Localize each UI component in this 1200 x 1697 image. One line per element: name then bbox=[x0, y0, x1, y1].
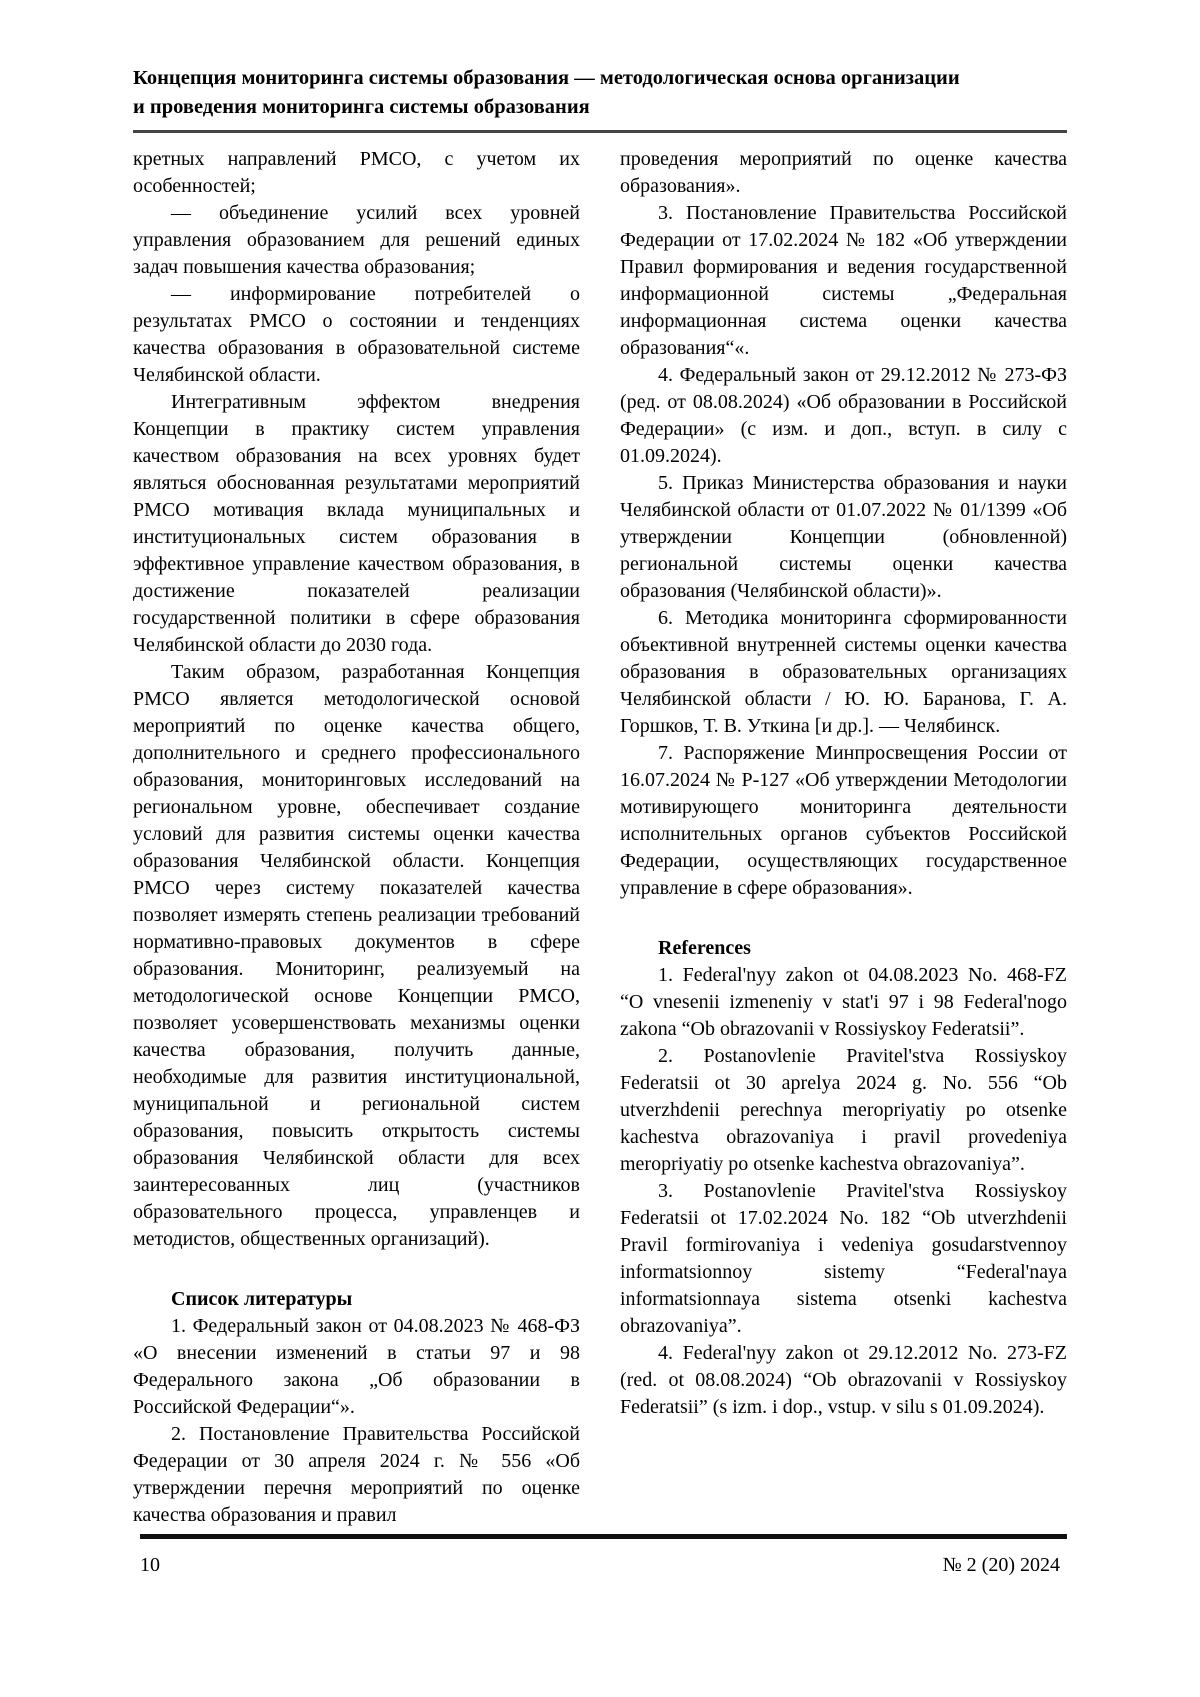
reference-item: 2. Postanovlenie Pravitel'stva Rossiyskoy Federatsii ot 30 aprelya 2024 g. No. 556 “Ob utverzhdenii perechnya meropriyatiy po otsenke kachestva obrazovaniya i pravil provedeniya meropriyatiy po otsenke kachestva obrazovaniya”. bbox=[620, 1045, 1067, 1175]
section-heading: Список литературы bbox=[171, 1288, 353, 1310]
running-head-line-2: и проведения мониторинга системы образования bbox=[133, 96, 590, 118]
right-column bbox=[620, 146, 1067, 1530]
running-head-line-1: Концепция мониторинга системы образования — методологическая основа организации bbox=[133, 67, 960, 89]
reference-item: 4. Федеральный закон от 29.12.2012 № 273-ФЗ (ред. от 08.08.2024) «Об образовании в Российской Федерации» (с изм. и доп., вступ. в силу с 01.09.2024). bbox=[620, 364, 1067, 467]
paragraph: кретных направлений РМСО, с учетом их особенностей; bbox=[133, 148, 580, 197]
section-heading: References bbox=[658, 937, 751, 959]
article-body bbox=[133, 146, 1067, 1530]
reference-item: 2. Постановление Правительства Российской Федерации от 30 апреля 2024 г. № 556 «Об утверждении перечня мероприятий по оценке качества образования и правил bbox=[133, 1423, 580, 1526]
paragraph: Таким образом, разработанная Концепция РМСО является методологической основой мероприятий по оценке качества общего, дополнительного и среднего профессионального образования, мониторинговых исследований на региональном уровне, обеспечивает создание условий для развития системы оценки качества образования Челябинской области. Концепция РМСО через систему показателей качества позволяет измерять степень реализации требований нормативно-правовых документов в сфере образования. Мониторинг, реализуемый на методологической основе Концепции РМСО, позволяет усовершенствовать механизмы оценки качества образования, получить данные, необходимые для развития институциональной, муниципальной и региональной систем образования, повысить открытость системы образования Челябинской области для всех заинтересованных лиц (участников образовательного процесса, управленцев и методистов, общественных организаций). bbox=[133, 661, 580, 1250]
footer-rule bbox=[140, 1534, 1067, 1539]
reference-item: 4. Federal'nyy zakon ot 29.12.2012 No. 273-FZ (red. ot 08.08.2024) “Ob obrazovanii v Rossiyskoy Federatsii” (s izm. i dop., vstup. v silu s 01.09.2024). bbox=[620, 1342, 1067, 1418]
header-rule bbox=[133, 130, 1067, 133]
paragraph: Интегративным эффектом внедрения Концепции в практику систем управления качеством образования на всех уровнях будет являться обоснованная результатами мероприятий РМСО мотивация вклада муниципальных и институциональных систем образования в эффективное управление качеством образования, в достижение показателей реализации государственной политики в сфере образования Челябинской области до 2030 года. bbox=[133, 391, 580, 656]
page-footer bbox=[140, 1552, 1060, 1579]
page-number: 10 bbox=[140, 1554, 160, 1576]
bullet-paragraph: — объединение усилий всех уровней управления образованием для решений единых задач повышения качества образования; bbox=[133, 202, 580, 278]
reference-item: 7. Распоряжение Минпросвещения России от 16.07.2024 № Р-127 «Об утверждении Методологии мотивирующего мониторинга деятельности исполнительных органов субъектов Российской Федерации, осуществляющих государственное управление в сфере образования». bbox=[620, 742, 1067, 899]
bullet-paragraph: — информирование потребителей о результатах РМСО о состоянии и тенденциях качества образования в образовательной системе Челябинской области. bbox=[133, 283, 580, 386]
reference-item: 1. Federal'nyy zakon ot 04.08.2023 No. 468-FZ “O vnesenii izmeneniy v stat'i 97 i 98 Federal'nogo zakona “Ob obrazovanii v Rossiyskoy Federatsii”. bbox=[620, 964, 1067, 1040]
issue-label: № 2 (20) 2024 bbox=[942, 1554, 1060, 1576]
reference-item: 3. Postanovlenie Pravitel'stva Rossiyskoy Federatsii ot 17.02.2024 No. 182 “Ob utverzhdenii Pravil formirovaniya i vedeniya gosudarstvennoy informatsionnoy sistemy “Federal'naya informatsionnaya sistema otsenki kachestva obrazovaniya”. bbox=[620, 1180, 1067, 1337]
reference-item: 3. Постановление Правительства Российской Федерации от 17.02.2024 № 182 «Об утверждении Правил формирования и ведения государственной информационной системы „Федеральная информационная система оценки качества образования“«. bbox=[620, 202, 1067, 359]
left-column bbox=[133, 146, 580, 1530]
paragraph: проведения мероприятий по оценке качества образования». bbox=[620, 148, 1067, 197]
reference-item: 5. Приказ Министерства образования и науки Челябинской области от 01.07.2022 № 01/1399 «Об утверждении Концепции (обновленной) региональной системы оценки качества образования (Челябинской области)». bbox=[620, 472, 1067, 602]
running-head bbox=[133, 64, 1067, 122]
reference-item: 1. Федеральный закон от 04.08.2023 № 468-ФЗ «О внесении изменений в статьи 97 и 98 Федерального закона „Об образовании в Российской Федерации“». bbox=[133, 1315, 580, 1418]
reference-item: 6. Методика мониторинга сформированности объективной внутренней системы оценки качества образования в образовательных организациях Челябинской области / Ю. Ю. Баранова, Г. А. Горшков, Т. В. Уткина [и др.]. — Челябинск. bbox=[620, 607, 1067, 737]
